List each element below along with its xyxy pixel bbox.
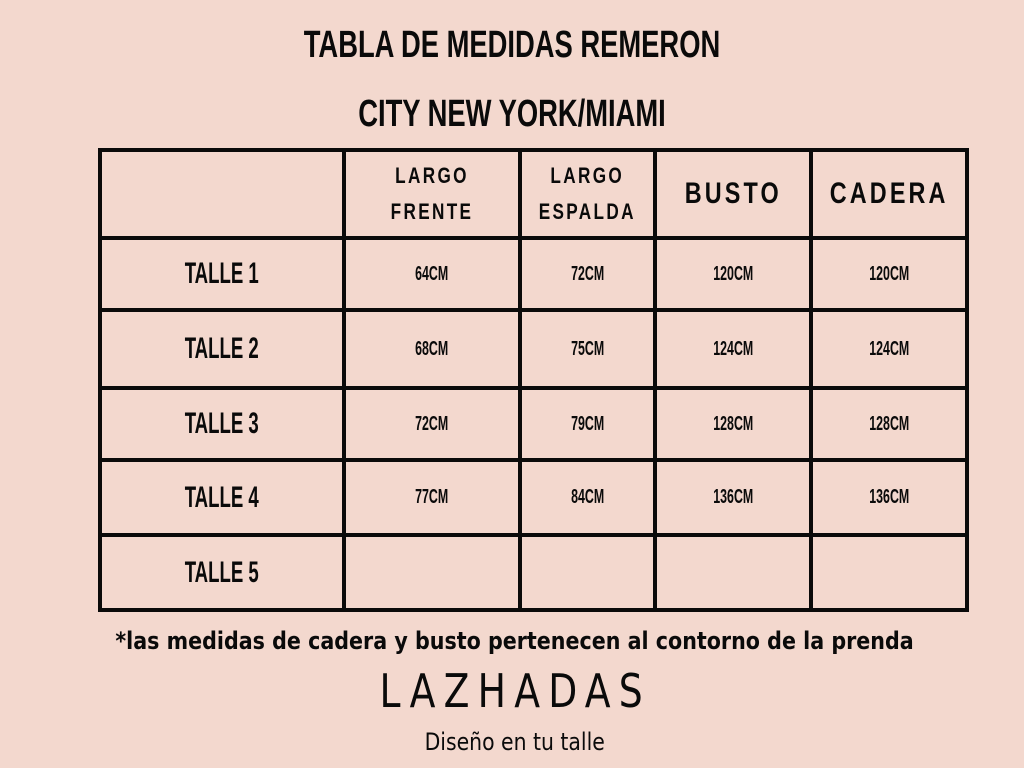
table-row (100, 388, 967, 460)
page-subtitle: CITY NEW YORK/MIAMI (358, 93, 666, 135)
row-label: TALLE 2 (100, 310, 344, 388)
row-label: TALLE 3 (100, 388, 344, 460)
header-cell-cadera: CADERA (811, 150, 967, 238)
table-row (100, 238, 967, 310)
cell-largo-espalda: 84CM (520, 460, 655, 535)
cell-busto: 136CM (655, 460, 811, 535)
cell-largo-frente: 64CM (344, 238, 520, 310)
table-row (100, 310, 967, 388)
header-row (100, 150, 967, 238)
cell-largo-frente: 77CM (344, 460, 520, 535)
table-row (100, 460, 967, 535)
row-label: TALLE 1 (100, 238, 344, 310)
cell-cadera: 124CM (811, 310, 967, 388)
header-cell-largo-frente: LARGO FRENTE (344, 150, 520, 238)
cell-largo-frente: 72CM (344, 388, 520, 460)
cell-largo-espalda: 72CM (520, 238, 655, 310)
row-label: TALLE 5 (100, 535, 344, 610)
cell-cadera: 120CM (811, 238, 967, 310)
cell-busto: 120CM (655, 238, 811, 310)
brand-logo: LAZHADAS (379, 664, 651, 718)
header-cell-busto: BUSTO (655, 150, 811, 238)
cell-cadera (811, 535, 967, 610)
cell-largo-espalda: 75CM (520, 310, 655, 388)
header-cell-empty (100, 150, 344, 238)
table-row (100, 535, 967, 610)
header-cell-largo-espalda: LARGO ESPALDA (520, 150, 655, 238)
measurement-note: *las medidas de cadera y busto pertenecen al contorno de la prenda (115, 627, 914, 655)
cell-busto: 128CM (655, 388, 811, 460)
cell-busto (655, 535, 811, 610)
cell-cadera: 128CM (811, 388, 967, 460)
cell-busto: 124CM (655, 310, 811, 388)
row-label: TALLE 4 (100, 460, 344, 535)
cell-largo-espalda: 79CM (520, 388, 655, 460)
cell-largo-frente: 68CM (344, 310, 520, 388)
cell-largo-espalda (520, 535, 655, 610)
cell-largo-frente (344, 535, 520, 610)
brand-tagline: Diseño en tu talle (424, 728, 605, 756)
size-chart-table (98, 148, 969, 612)
cell-cadera: 136CM (811, 460, 967, 535)
page-title: TABLA DE MEDIDAS REMERON (303, 24, 721, 66)
